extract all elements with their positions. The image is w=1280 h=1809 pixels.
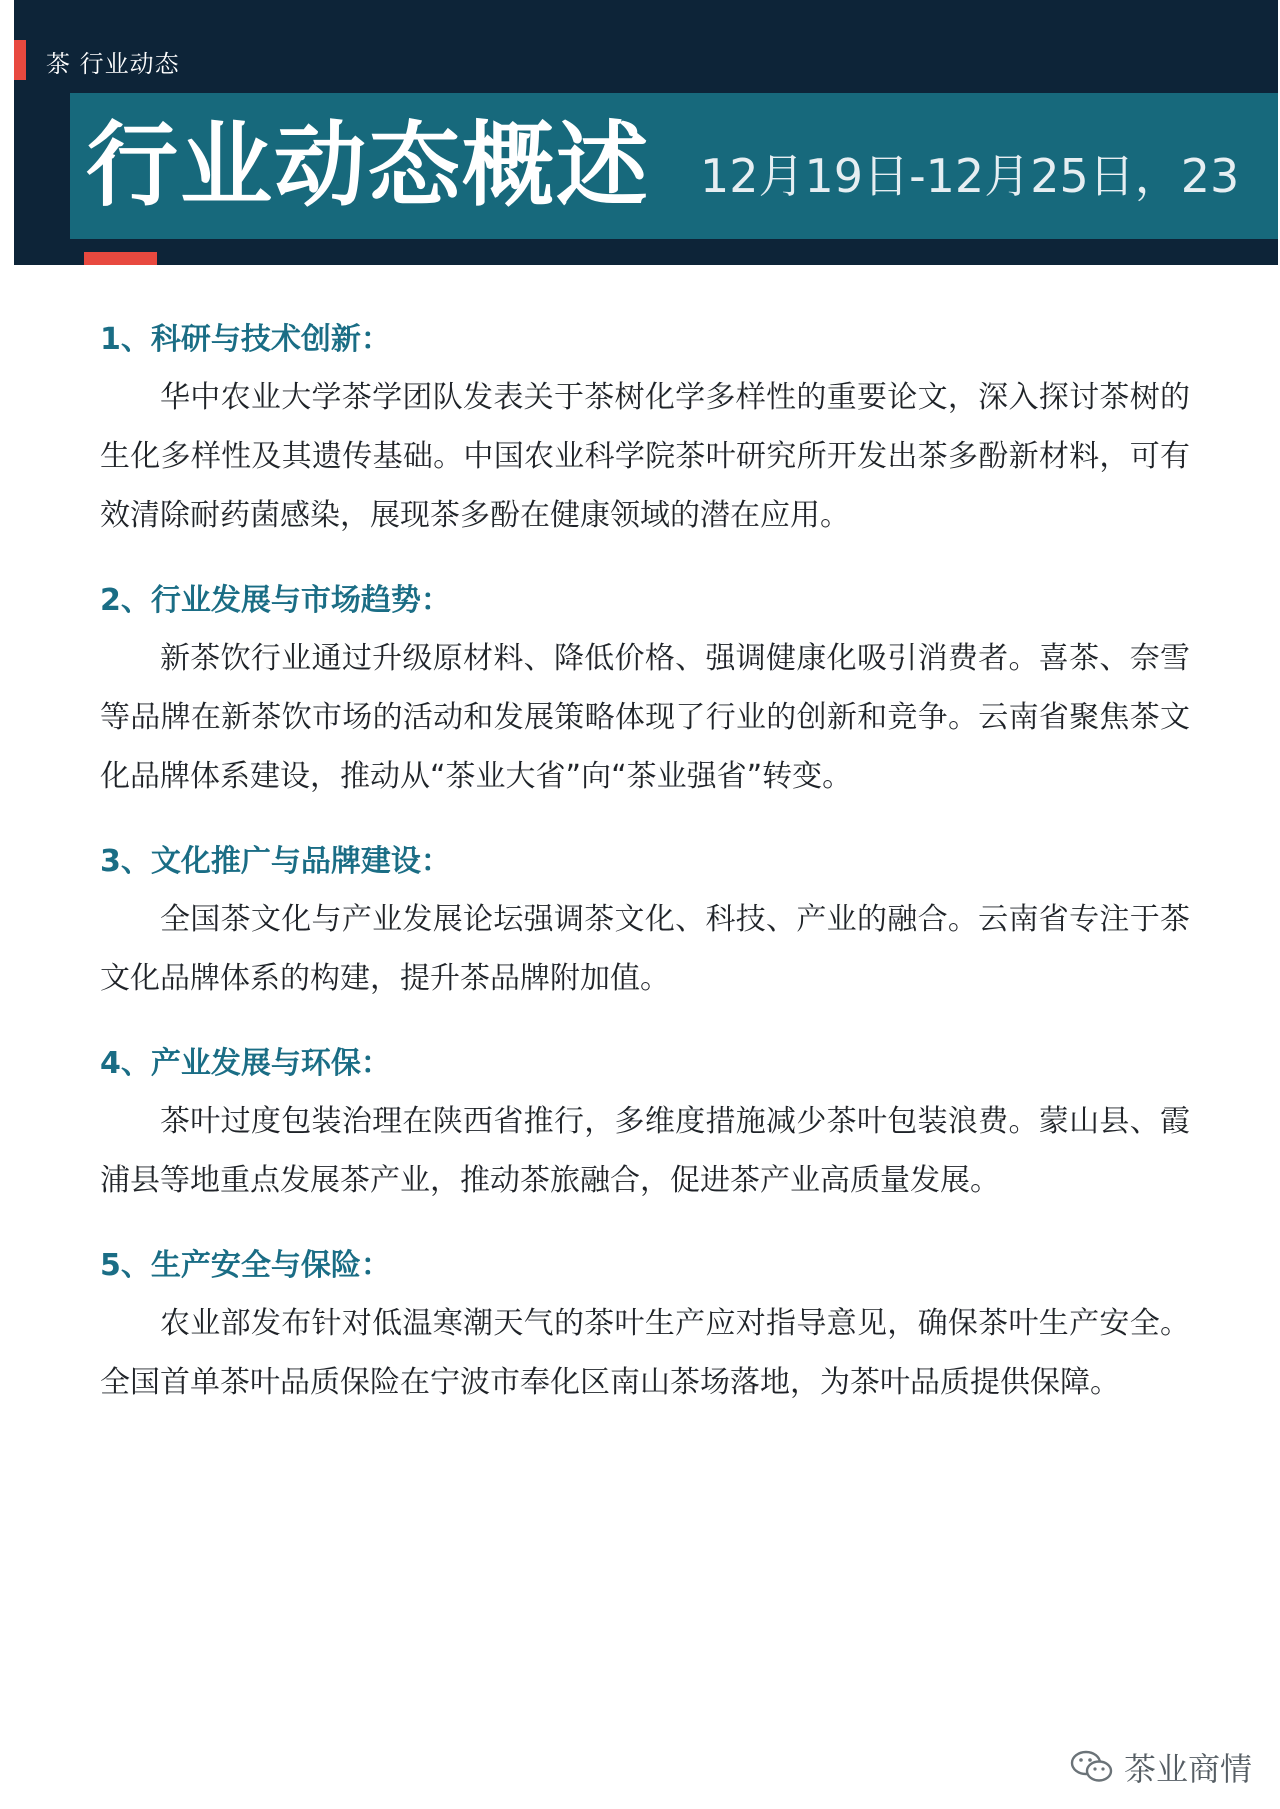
section-body: 茶叶过度包装治理在陕西省推行，多维度措施减少茶叶包装浪费。蒙山县、霞浦县等地重点发展茶产业，推动茶旅融合，促进茶产业高质量发展。	[100, 1104, 1190, 1198]
section-environment	[100, 1036, 1190, 1210]
section-body: 农业部发布针对低温寒潮天气的茶叶生产应对指导意见，确保茶叶生产安全。全国首单茶叶品质保险在宁波市奉化区南山茶场落地，为茶叶品质提供保障。	[100, 1306, 1190, 1400]
source-name: 茶业商情	[1123, 1750, 1252, 1788]
section-heading: 4、产业发展与环保：	[100, 1046, 391, 1081]
header-label: 茶 行业动态	[46, 50, 180, 78]
header-accent-bar	[14, 40, 26, 80]
page-title: 行业动态概述	[86, 112, 651, 219]
section-heading: 2、行业发展与市场趋势：	[100, 583, 451, 618]
section-culture	[100, 834, 1190, 1008]
wechat-icon	[1070, 1749, 1114, 1785]
section-body: 全国茶文化与产业发展论坛强调茶文化、科技、产业的融合。云南省专注于茶文化品牌体系的构建，提升茶品牌附加值。	[100, 902, 1190, 996]
section-body: 华中农业大学茶学团队发表关于茶树化学多样性的重要论文，深入探讨茶树的生化多样性及其遗传基础。中国农业科学院茶叶研究所开发出茶多酚新材料，可有效清除耐药菌感染，展现茶多酚在健康领域的潜在应用。	[100, 380, 1190, 533]
section-market	[100, 573, 1190, 806]
date-range: 12月19日-12月25日，23	[700, 149, 1240, 203]
section-heading: 5、生产安全与保险：	[100, 1248, 391, 1283]
section-body: 新茶饮行业通过升级原材料、降低价格、强调健康化吸引消费者。喜茶、奈雪等品牌在新茶饮市场的活动和发展策略体现了行业的创新和竞争。云南省聚焦茶文化品牌体系建设，推动从“茶业大省”向“茶业强省”转变。	[100, 641, 1190, 794]
section-research	[100, 312, 1190, 545]
section-heading: 1、科研与技术创新：	[100, 322, 391, 357]
section-safety	[100, 1238, 1190, 1412]
article-content	[100, 312, 1190, 1440]
title-accent-underline	[84, 252, 157, 265]
source-watermark	[1070, 1744, 1252, 1790]
section-heading: 3、文化推广与品牌建设：	[100, 844, 451, 879]
